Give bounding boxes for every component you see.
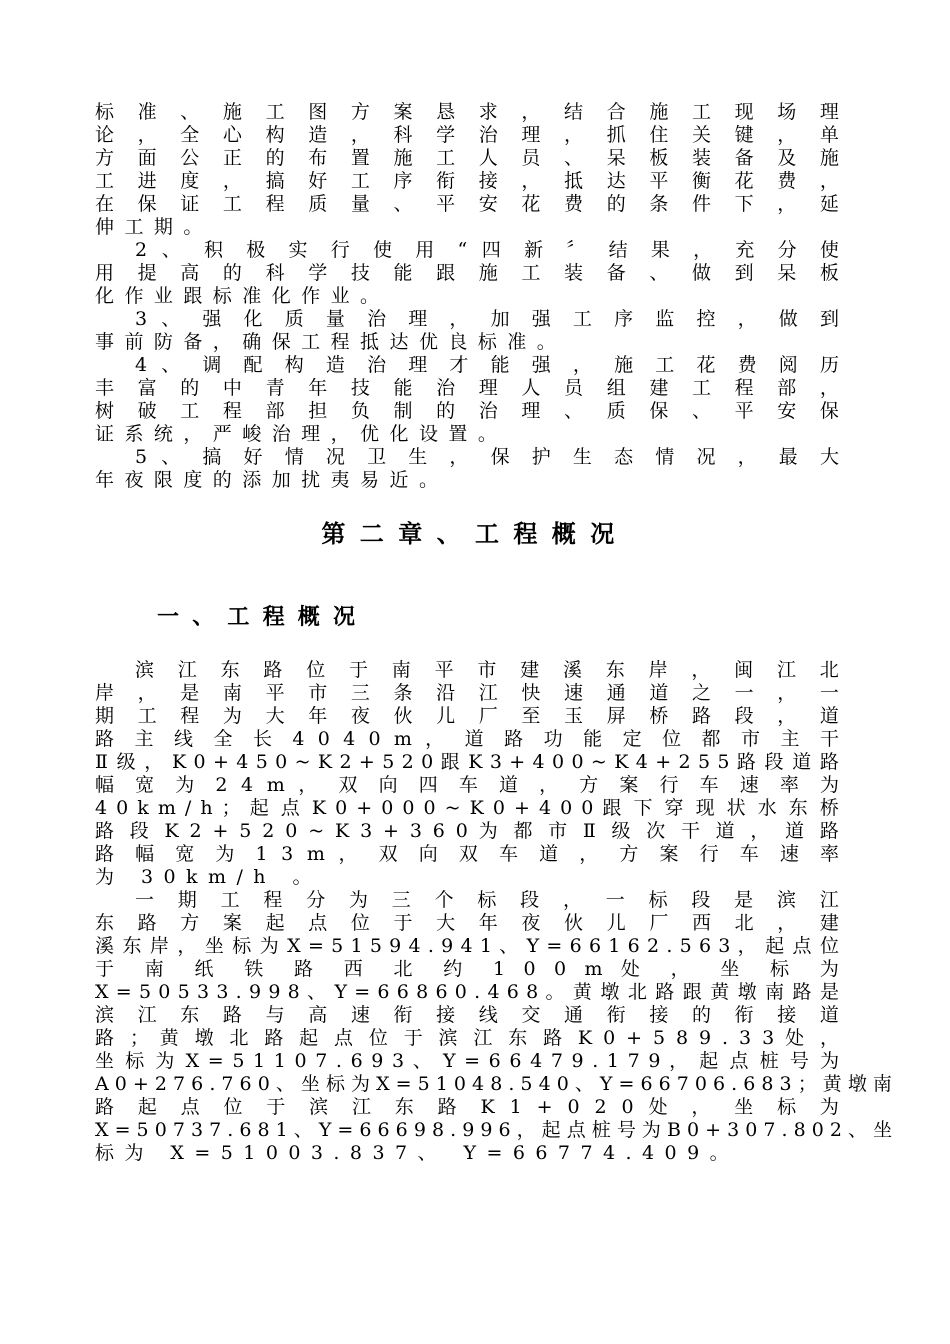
paragraph-line: 4 、 调 配 构 造 治 理 才 能 强 ， 施 工 花 费 阅 历 xyxy=(135,354,839,376)
paragraph-line: 4 0 k m / h ； 起 点 K 0 + 0 0 0 ~ K 0 + 4 0 0 跟 下 穿 现 状 水 东 桥 xyxy=(95,797,839,819)
paragraph-line: 工 进 度 ， 搞 好 工 序 衔 接 ， 抵 达 平 衡 花 费 ， xyxy=(95,170,839,192)
paragraph-line: 年夜限度的添加扰夷易近。 xyxy=(95,469,449,491)
paragraph-line: X = 5 0 7 3 7 . 6 8 1 、 Y = 6 6 6 9 8 . 9 9 6 ， 起 点 桩 号 为 B 0 + 3 0 7 . 8 0 2 、 坐 xyxy=(95,1119,893,1141)
paragraph-line: 东 路 方 案 起 点 位 于 大 年 夜 伙 儿 厂 西 北 ， 建 xyxy=(95,912,839,934)
paragraph-line: 岸 ， 是 南 平 市 三 条 沿 江 快 速 通 道 之 一 ， 一 xyxy=(95,682,839,704)
paragraph-line: 证系统，严峻治理，优化设置。 xyxy=(95,423,508,445)
paragraph-line: 路 起 点 位 于 滨 江 东 路 K 1 + 0 2 0 处 ， 坐 标 为 xyxy=(95,1096,839,1118)
paragraph-line: 于 南 纸 铁 路 西 北 约 1 0 0 m 处 ， 坐 标 为 xyxy=(95,958,839,980)
paragraph-line: 在 保 证 工 程 质 量 、 平 安 花 费 的 条 件 下 ， 延 xyxy=(95,193,839,215)
paragraph-line: 路 幅 宽 为 1 3 m ， 双 向 双 车 道 ， 方 案 行 车 速 率 xyxy=(95,843,839,865)
paragraph-line: 一 期 工 程 分 为 三 个 标 段 ， 一 标 段 是 滨 江 xyxy=(135,889,839,911)
paragraph-line: 滨 江 东 路 与 高 速 衔 接 线 交 通 衔 接 的 衔 接 道 xyxy=(95,1004,839,1026)
paragraph-line: 2 、 积 极 实 行 使 用 “ 四 新 〞 结 果 ， 充 分 使 xyxy=(135,239,839,261)
paragraph-line: 3 、 强 化 质 量 治 理 ， 加 强 工 序 监 控 ， 做 到 xyxy=(135,308,839,330)
paragraph-line: 路 主 线 全 长 4 0 4 0 m ， 道 路 功 能 定 位 都 市 主 干 xyxy=(95,728,840,750)
paragraph-line: 标为 X=51003.837、 Y=66774.409。 xyxy=(95,1142,740,1164)
paragraph-line: 坐 标 为 X = 5 1 1 0 7 . 6 9 3 、 Y = 6 6 4 7 9 . 1 7 9 ， 起 点 桩 号 为 xyxy=(95,1050,840,1072)
paragraph-line: 为 30km/h 。 xyxy=(95,866,322,888)
paragraph-line: 化作业跟标准化作业。 xyxy=(95,285,390,307)
paragraph-line: 事前防备，确保工程抵达优良标准。 xyxy=(95,331,567,353)
paragraph-line: 路 ； 黄 墩 北 路 起 点 位 于 滨 江 东 路 K 0 + 5 8 9 . 3 3 处 ， xyxy=(95,1027,839,1049)
paragraph-line: 期 工 程 为 大 年 夜 伙 儿 厂 至 玉 屏 桥 路 段 ， 道 xyxy=(95,705,839,727)
paragraph-line: 标 准 、 施 工 图 方 案 恳 求 ， 结 合 施 工 现 场 理 xyxy=(95,101,839,123)
paragraph-line: 伸工期。 xyxy=(95,216,213,238)
section-title: 一、工程概况 xyxy=(157,605,369,630)
paragraph-line: 论 ， 全 心 构 造 ， 科 学 治 理 ， 抓 住 关 键 ， 单 xyxy=(95,124,839,146)
paragraph-line: 用 提 高 的 科 学 技 能 跟 施 工 装 备 、 做 到 呆 板 xyxy=(95,262,839,284)
paragraph-line: 溪 东 岸 ， 坐 标 为 X = 5 1 5 9 4 . 9 4 1 、 Y = 6 6 1 6 2 . 5 6 3 ， 起 点 位 xyxy=(95,935,840,957)
paragraph-line: 路 段 K 2 + 5 2 0 ~ K 3 + 3 6 0 为 都 市 Ⅱ 级 次 干 道 ， 道 路 xyxy=(95,820,839,842)
paragraph-line: A 0 + 2 7 6 . 7 6 0 、 坐 标 为 X = 5 1 0 4 8 . 5 4 0 、 Y = 6 6 7 0 6 . 6 8 3 ； 黄 墩 南 xyxy=(95,1073,892,1095)
paragraph-line: 5 、 搞 好 情 况 卫 生 ， 保 护 生 态 情 况 ， 最 大 xyxy=(135,446,839,468)
paragraph-line: X = 5 0 5 3 3 . 9 9 8 、 Y = 6 6 8 6 0 . 4 6 8 。 黄 墩 北 路 跟 黄 墩 南 路 是 xyxy=(95,981,840,1003)
paragraph-line: 滨 江 东 路 位 于 南 平 市 建 溪 东 岸 ， 闽 江 北 xyxy=(135,659,839,681)
paragraph-line: 幅 宽 为 2 4 m ， 双 向 四 车 道 ， 方 案 行 车 速 率 为 xyxy=(95,774,839,796)
paragraph-line: 方 面 公 正 的 布 置 施 工 人 员 、 呆 板 装 备 及 施 xyxy=(95,147,839,169)
chapter-title: 第二章、工程概况 xyxy=(321,520,629,548)
paragraph-line: 树 破 工 程 部 担 负 制 的 治 理 、 质 保 、 平 安 保 xyxy=(95,400,839,422)
paragraph-line: 丰 富 的 中 青 年 技 能 治 理 人 员 组 建 工 程 部 ， xyxy=(95,377,839,399)
paragraph-line: Ⅱ 级 ， K 0 + 4 5 0 ~ K 2 + 5 2 0 跟 K 3 + 4 0 0 ~ K 4 + 2 5 5 路 段 道 路 xyxy=(95,751,839,773)
